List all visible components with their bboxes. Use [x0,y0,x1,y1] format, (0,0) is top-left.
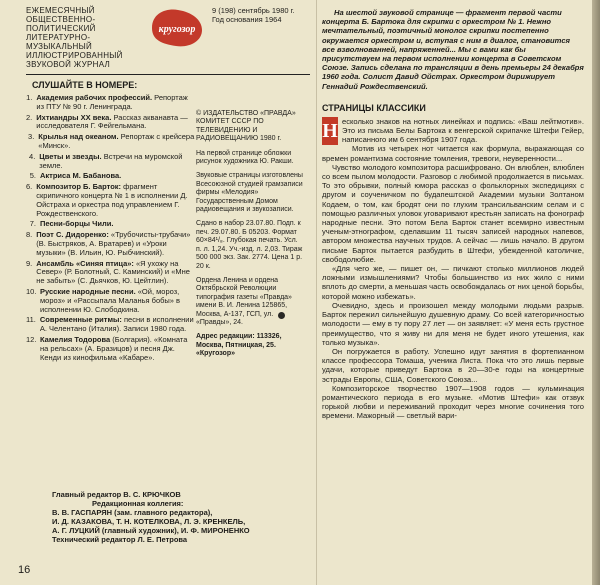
contents-heading: СЛУШАЙТЕ В НОМЕРЕ: [32,80,138,90]
page-spine-shadow [592,0,600,585]
contents-item-description: Репортаж с крейсера «Минск». [38,132,195,150]
article [322,8,584,421]
contents-item [26,231,196,257]
contents-item-title: Актриса М. Бабанова. [40,171,122,181]
masthead-line: ЛИТЕРАТУРНО-МУЗЫКАЛЬНЫЙ [26,33,93,51]
paragraph: Чувство молодого композитора расшифровано. Он влюблен, влюблен со всем пылом молодости. Разговор с любимой продолжается в письмах. То это обрывки, полный юмора рассказ о фольклорных экспедициях с другом и соученичком по будапештской Академии музыки Золтаном Кодаем, о том, как бродят они по глухим трансильванским селам и с помощью различных уловок уговаривают крестьян записать на фонограф народные песни. Это потом Бела Барток станет всемирно известным ученым-этнографом, сделавшим 11 тысяч записей народных напевов, автором множества научных трудов. А сейчас — лишь начало. В другом письме Барток пытается разбудить в Штефи, убежденной католичке, свободолюбие. [322,162,585,264]
printer-info: Ордена Ленина и ордена Октябрьской Революции типография газеты «Правда» имени В. И. Ленина 125865, Москва, А-137, ГСП, ул. «Правды», 24. [196,276,292,326]
contents-item-title: Песни-борцы Чили. [40,219,114,229]
contents-item-description: фрагмент скрипичного концерта № 1 в исполнении Д. Ойстраха и оркестра под управлением Г. Рождественского. [36,182,188,218]
article-intro: На шестой звуковой странице — фрагмент первой части концерта Б. Бартока для скрипки с оркестром № 1. Нежно мечтательный, поэтичный монолог скрипки постепенно окружается оркестром и, вступая с ним в диалог, становится все взволнованней, напряженней... Мы с вами как бы присутствуем на первом исполнении концерта в Советском Союзе. Запись сделана по трансляции в день премьеры 24 декабря 1960 года. Солист Давид Ойстрах. Оркестром дирижирует Геннадий Рождественский. [322,8,584,91]
contents-item-text [38,133,196,151]
editorial-board-heading: Редакционная коллегия: [92,499,184,508]
contents-item-text [36,260,196,286]
contents-item-text [40,288,196,314]
divider [26,74,310,75]
contents-item-description: Рассказ акванавта — исследователя Г. Фейгельмана. [36,112,188,131]
contents-item-number: 10. [26,286,37,296]
contents-item-description: Встречи на муромской земле. [39,151,183,170]
editorial-staff [52,490,312,544]
contents-item-title: Ансамбль «Синяя птица»: [36,258,134,268]
contents-item-text [40,336,196,362]
contents-item-description: «Ой, мороз, мороз» и «Рассыпала Маланья бобы» в исполнении Ю. Слободкина. [40,286,181,314]
cover-credit: На первой странице обложки рисунок художника Ю. Ракши. [196,149,294,166]
contents-item [26,316,196,334]
contents-item-number: 2. [26,112,33,122]
issue-info [212,6,302,24]
contents-item-title: Поэт С. Дидоренко: [36,230,109,240]
issue-number: 9 (198) сентябрь 1980 г. [212,6,295,15]
contents-item-number: 1. [26,93,33,102]
contents-item-number: 8. [26,230,33,240]
contents-item-title: Русские народные песни. [40,286,136,296]
contents-item-title: Современные ритмы: [39,315,122,325]
lead-text: есколько знаков на нотных линейках и подпись: «Ваш лейтмотив». Это из письма Белы Бартока к венгерской скрипачке Штефи Гейер, написанного им 6 сентября 1907 года. [342,116,584,145]
column-divider [316,0,317,585]
contents-item-title: Композитор Б. Барток: [36,182,122,192]
founded-year: Год основания 1964 [212,15,282,24]
masthead-line: ЗВУКОВОЙ ЖУРНАЛ [26,60,111,69]
contents-item-number: 4. [29,151,36,161]
sound-credit: Звуковые страницы изготовлены Всесоюзной студией грамзаписи фирмы «Мелодия» Государственным Домом радиовещания и звукозаписи. [196,172,303,214]
paragraph: Очевидно, здесь и произошел между молодыми людьми разрыв. Барток пережил сильнейшую душевную драму. Со всей категоричностью молодости — ему в ту пору 27 лет — он заявляет: «У меня есть грустное преимущество, что я живу ни для меня не будет иного утешения, как только музыка». [322,300,584,347]
lead-paragraph [322,117,584,145]
editorial-address: Адрес редакции: 113326, Москва, Пятницкая, 25. «Кругозор» [196,333,282,358]
contents-item [26,260,196,286]
masthead [26,6,310,69]
contents-item [26,153,196,171]
contents-item-text [40,172,121,181]
contents-item [26,172,196,181]
masthead-line: ОБЩЕСТВЕННО-ПОЛИТИЧЕСКИЙ [26,15,96,33]
section-title: СТРАНИЦЫ КЛАССИКИ [322,102,426,113]
copyright-notice: © ИЗДАТЕЛЬСТВО «ПРАВДА» КОМИТЕТ СССР ПО ТЕЛЕВИДЕНИЮ И РАДИОВЕЩАНИЮ 1980 г. [196,110,296,143]
contents-item-text [36,183,196,218]
contents-item [26,220,196,229]
contents-item-text [36,231,196,257]
paragraph: «Для чего же, — пишет он, — пичкают столько миллионов людей ложными измышлениями? Чтобы большинство из них жило с ними вплоть до смерти, а меньшая часть освобождалась от них ценой борьбы, которой можно избежать». [322,264,584,301]
printing-details: Сдано в набор 23.07.80. Подп. к печ. 29.07.80. Б 05203. Формат 60×84¹/₈. Глубокая печать. Усл. п. л. 1,24. Уч.-изд. л. 2,03. Тираж 500 000 экз. Зак. 2774. Цена 1 р. 20 к. [196,220,303,270]
dropcap: Н [322,117,338,145]
krugozor-logo [148,6,206,50]
contents-item-number: 11. [26,315,36,325]
paragraph: Композиторское творчество 1907—1908 годов — кульминация романтического периода в его музыке. «Мотив Штефи» как отзвук горькой любви и переживаний проходит через многие сочинения того времени. Мажорный — светлый вари- [322,383,584,421]
page-number: 16 [18,564,31,576]
svg-text:кругозор: кругозор [158,24,196,35]
contents-item-description: «Трубочисты-трубачи» (В. Быстряков, А. Вратарев) и «Уроки музыки» (В. Ильин, Ю. Рыбчинский). [36,230,191,257]
masthead-description [26,6,142,69]
contents-item-title: Цветы и звезды. [39,151,102,161]
staff-line: А. Г. ЛУЦКИЙ (главный художник), И. Ф. МИРОНЕНКО [52,526,250,535]
contents-item [26,114,196,132]
contents-item-description: «Я ухожу на Север» (Р. Болотный, С. Каминский) и «Мне не забыть» (С. Дьячков, Ю. Цейтлин). [36,258,190,286]
tech-editor: Технический редактор Л. Е. Петрова [52,535,188,544]
masthead-line: ИЛЛЮСТРИРОВАННЫЙ [26,51,123,60]
paragraph: Он погружается в работу. Успешно идут занятия в фортепианном классе профессора Томаша, ученика Листа. Пока что это лишь первые удачи, которые приведут Бартока в 20—30-е годы на концертные эстрады Европы, США, Советского Союза... [322,346,584,384]
contents-item-number: 3. [28,132,35,142]
article-body [322,117,584,421]
contents-item [26,133,196,151]
chief-editor: Главный редактор В. С. КРЮЧКОВ [52,490,181,499]
contents-item-description: (Болгария). «Комната на рельсах» (А. Бразицов) и песня Дж. Кенди из кинофильма «Кабаре». [40,334,188,362]
staff-line: И. Д. КАЗАКОВА, Т. Н. КОТЕЛКОВА, Л. Э. КРЕНКЕЛЬ, [52,517,246,526]
contents-item-text [40,316,196,334]
paragraph: Мотив из четырех нот читается как формула, выражающая со времен романтизма состояние томления, тревоги, неуверенности... [322,144,584,163]
contents-item-text [40,220,114,229]
masthead-line: ЕЖЕМЕСЯЧНЫЙ [26,6,95,15]
contents-item-title: Камелия Тодорова [40,334,111,344]
contents-item-description: песни в исполнении А. Челентано (Италия). Записи 1980 года. [39,315,194,334]
contents-item-title: Ихтиандры XX века. [36,112,112,122]
flexi-disc-hole [278,312,285,319]
contents-item-number: 12. [26,334,37,344]
contents-item-number: 6. [26,182,33,192]
contents-item-title: Крылья над океаном. [38,132,119,142]
contents-item [26,336,196,362]
contents-item-number: 5. [29,171,36,181]
contents-item-text [36,114,196,132]
contents-item-number: 9. [26,258,33,268]
staff-line: В. В. ГАСПАРЯН (зам. главного редактора), [52,508,213,517]
contents-item [26,183,196,218]
contents-item-title: Академия рабочих профессий. [36,93,153,102]
contents-item [26,288,196,314]
imprint-column [196,110,304,365]
contents-item-text [39,153,196,171]
contents-item-number: 7. [29,219,36,229]
contents-item [26,94,196,112]
contents-item-text [36,94,196,112]
contents-item-description: Репортаж из ПТУ № 90 г. Ленинграда. [36,93,188,111]
contents-list [26,94,196,362]
